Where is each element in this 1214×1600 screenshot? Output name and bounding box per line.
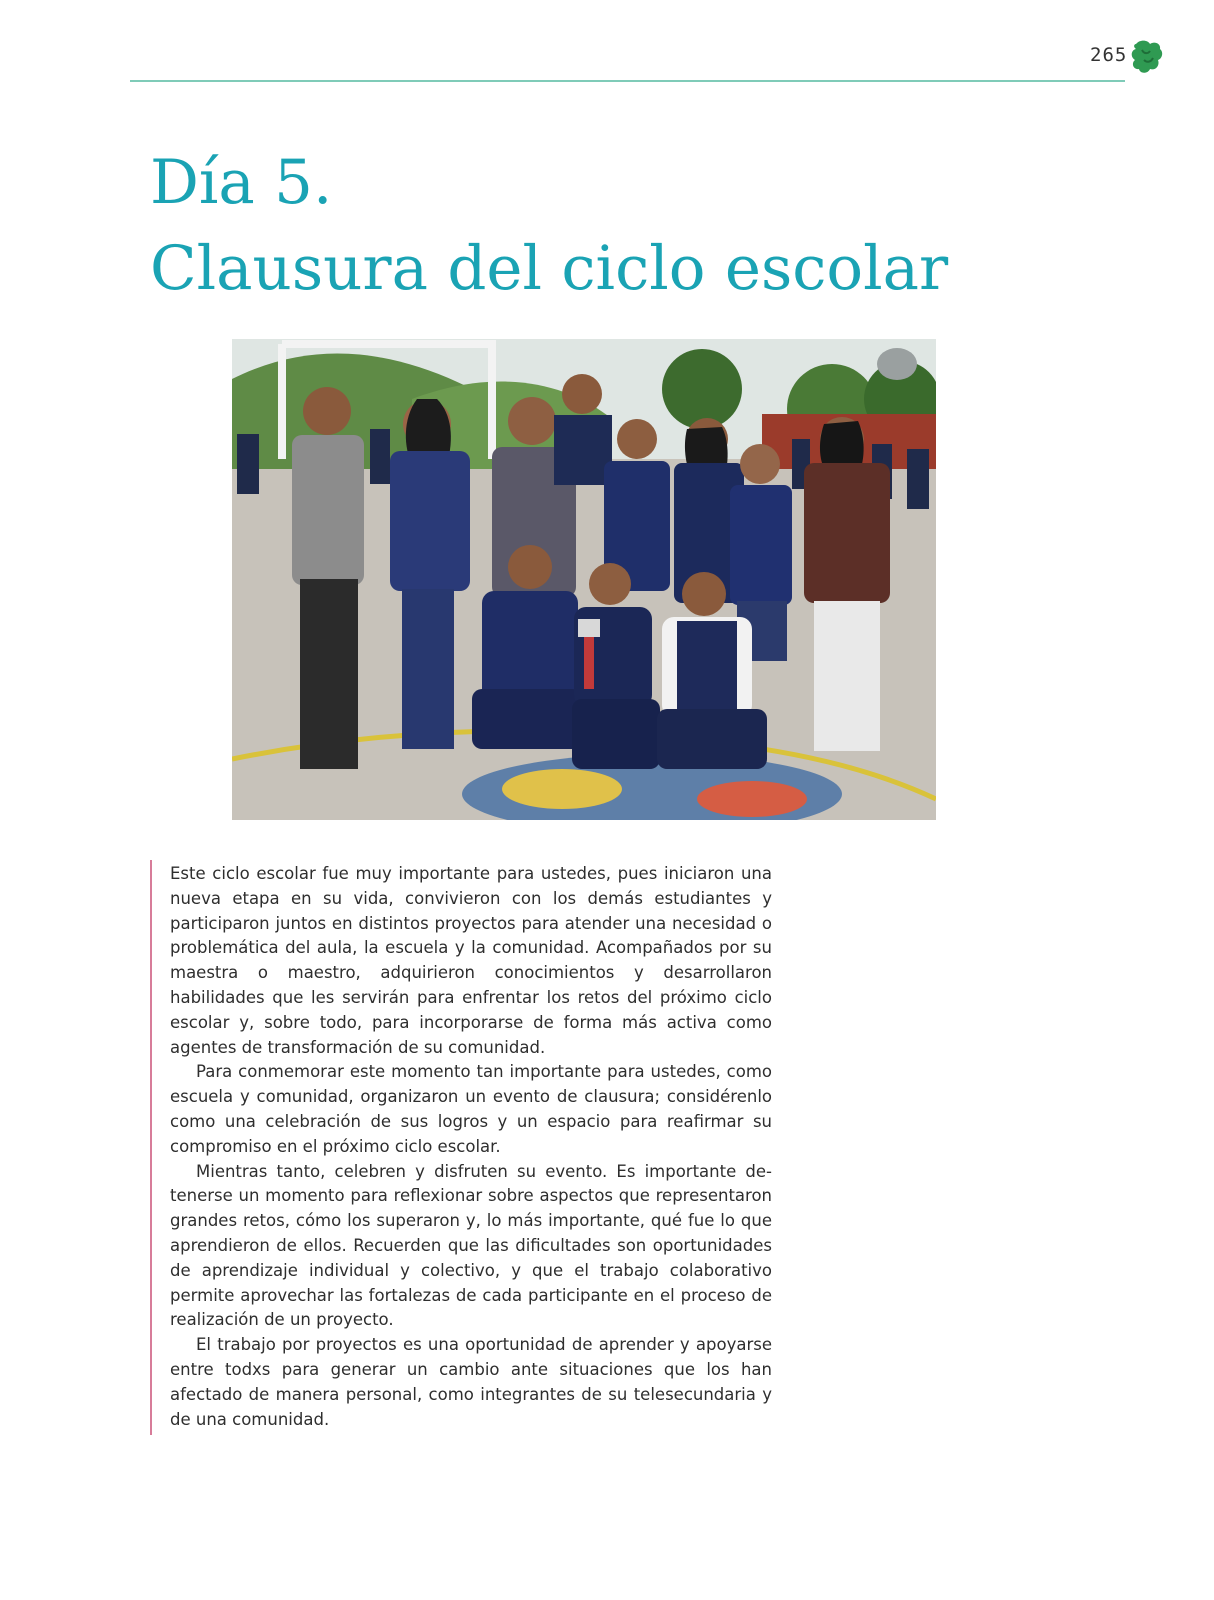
page-number: 265 xyxy=(1090,44,1128,66)
paragraph-3: Mientras tanto, celebren y disfruten su evento. Es importante detenerse un momento para reflexionar sobre aspectos que representaron grandes retos, cómo los superaron y, lo más importante, qué fue lo que aprendieron de ellos. Recuerden que las dificultades son oportunidades de aprendizaje individual y colectivo, y que el trabajo colaborativo permite aprovechar las fortalezas de cada participante en el proceso de realización de un proyecto. xyxy=(170,1161,772,1330)
paragraph-4: El trabajo por proyectos es una oportunidad de aprender y apoyarse entre todxs para generar un cambio ante situaciones que los han afectado de manera personal, como integrantes de su telesecundaria y de una comunidad. xyxy=(170,1335,772,1429)
page-title xyxy=(150,140,1050,312)
body-margin-rule xyxy=(150,860,152,1435)
title-line-1: Día 5. xyxy=(150,147,333,218)
body-text xyxy=(170,862,772,1432)
header-rule xyxy=(130,80,1125,82)
green-leaf-glyph-icon xyxy=(1130,38,1164,76)
paragraph-2: Para conmemorar este momento tan importante para ustedes, como escuela y comunidad, organizaron un evento de clausura; considérenlo como una celebración de sus logros y un espacio para reafirmar su compromiso en el próximo ciclo escolar. xyxy=(170,1062,772,1156)
paragraph-1: Este ciclo escolar fue muy importante para ustedes, pues iniciaron una nueva etapa en su vida, convivieron con los demás estudiantes y participaron juntos en distintos proyectos para atender una necesidad o problemática del aula, la escuela y la comunidad. Acompañados por su maestra o maestro, adquirieron conocimientos y desarrollaron habilidades que les servirán para enfrentar los retos del próximo ciclo escolar y, sobre todo, para incorporarse de forma más activa como agentes de transformación de su comunidad. xyxy=(170,864,772,1057)
title-line-2: Clausura del ciclo escolar xyxy=(150,233,949,304)
school-group-photo xyxy=(232,339,936,820)
